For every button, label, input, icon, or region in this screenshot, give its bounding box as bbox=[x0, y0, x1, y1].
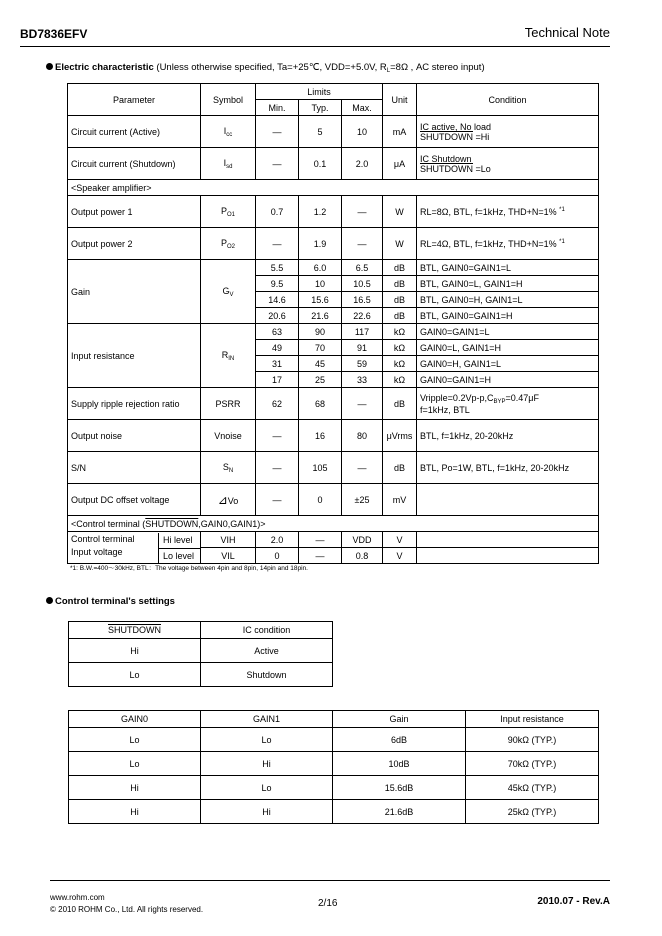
elec-title: Electric characteristic bbox=[55, 62, 154, 73]
table-row: Circuit current (Active) $I_{cc}$ — 5 10 mA IC active, No load SHUTDOWN =Hi bbox=[68, 116, 599, 148]
doc-type: Technical Note bbox=[524, 25, 610, 40]
head-parameter: Parameter bbox=[68, 84, 201, 116]
head-max: Max. bbox=[342, 100, 383, 116]
head-min: Min. bbox=[256, 100, 299, 116]
table-row: Input resistance $R_{IN}$ 63 90 117 kΩ GAIN0=GAIN1=L bbox=[68, 324, 599, 340]
table-row: Output power 2 $P_{O2}$ — 1.9 — W RL=4Ω, BTL, f=1kHz, THD+N=1% $^{*1}$ bbox=[68, 228, 599, 260]
bullet-icon bbox=[46, 63, 53, 70]
head-condition: Condition bbox=[417, 84, 599, 116]
table-row: Lo Shutdown bbox=[69, 663, 333, 687]
head-unit: Unit bbox=[383, 84, 417, 116]
control-title: Control terminal's settings bbox=[55, 596, 175, 607]
table-row: Hi Lo 15.6dB 45kΩ (TYP.) bbox=[69, 776, 599, 800]
table-row: Gain $G_V$ 5.5 6.0 6.5 dB BTL, GAIN0=GAIN1=L bbox=[68, 260, 599, 276]
shutdown-table: SHUTDOWN IC condition Hi Active Lo Shutdown bbox=[68, 621, 333, 687]
speaker-amp-label: <Speaker amplifier> bbox=[68, 180, 599, 196]
model-name: BD7836EFV bbox=[20, 27, 88, 41]
table-row bbox=[68, 516, 599, 532]
table-row: Hi Active bbox=[69, 639, 333, 663]
head-typ: Typ. bbox=[299, 100, 342, 116]
table-row: Control terminal Input voltage Hi level Lo level VIH 2.0 — VDD V bbox=[68, 532, 599, 548]
table-row: 20.6 21.6 22.6 dB BTL, GAIN0=GAIN1=H bbox=[68, 308, 599, 324]
table-row: 9.5 10 10.5 dB BTL, GAIN0=L, GAIN1=H bbox=[68, 276, 599, 292]
table-row: 31 45 59 kΩ GAIN0=H, GAIN1=L bbox=[68, 356, 599, 372]
footnote: *1: B.W.=400～30kHz, BTL：The voltage between 4pin and 8pin, 14pin and 18pin. bbox=[70, 565, 308, 572]
table-row: Output power 1 $P_{O1}$ 0.7 1.2 — W RL=8Ω, BTL, f=1kHz, THD+N=1% $^{*1}$ bbox=[68, 196, 599, 228]
table-row: VIL 0 — 0.8 V bbox=[68, 548, 599, 564]
elec-conditions: (Unless otherwise specified, Ta=+25℃, VDD=+5.0V, $R_L=8\Omega$ , AC stereo input) bbox=[156, 62, 485, 74]
head-symbol: Symbol bbox=[201, 84, 256, 116]
table-row: 49 70 91 kΩ GAIN0=L, GAIN1=H bbox=[68, 340, 599, 356]
table-row: S/N $S_N$ — 105 — dB BTL, Po=1W, BTL, f=1kHz, 20-20kHz bbox=[68, 452, 599, 484]
head-limits: Limits bbox=[256, 84, 383, 100]
page-header bbox=[20, 24, 610, 47]
table-row: Hi Hi 21.6dB 25kΩ (TYP.) bbox=[69, 800, 599, 824]
table-row: Output DC offset voltage ⊿Vo — 0 ±25 mV bbox=[68, 484, 599, 516]
table-row: Lo Lo 6dB 90kΩ (TYP.) bbox=[69, 728, 599, 752]
page-number: 2/16 bbox=[318, 898, 338, 909]
table-row: 17 25 33 kΩ GAIN0=GAIN1=H bbox=[68, 372, 599, 388]
elec-section-title bbox=[46, 62, 485, 74]
revision: 2010.07 - Rev.A bbox=[537, 896, 610, 907]
bullet-icon bbox=[46, 597, 53, 604]
table-row bbox=[68, 180, 599, 196]
electric-characteristic-table bbox=[67, 83, 599, 564]
control-terminal-label: <Control terminal (SHUTDOWN,GAIN0,GAIN1)> bbox=[68, 516, 599, 532]
delta-icon: ⊿ bbox=[217, 492, 228, 507]
footer-url[interactable]: www.rohm.com bbox=[50, 893, 105, 902]
gain-setting-table: GAIN0 GAIN1 Gain Input resistance Lo Lo 6dB 90kΩ (TYP.) Lo Hi 10dB 70kΩ (TYP.) Hi Lo 15.6dB 45kΩ (TYP.) Hi Hi 21.6dB 25kΩ (TYP.) bbox=[68, 710, 599, 824]
table-row: 14.6 15.6 16.5 dB BTL, GAIN0=H, GAIN1=L bbox=[68, 292, 599, 308]
table-row: Supply ripple rejection ratio PSRR 62 68 — dB $Vripple=0.2Vp-p,C_{BYP}=0.47\mu F$ f=1kHz, BTL bbox=[68, 388, 599, 420]
control-section-title bbox=[46, 596, 175, 607]
footer-copyright: © 2010 ROHM Co., Ltd. All rights reserved. bbox=[50, 905, 204, 914]
table-row: Output noise Vnoise — 16 80 μVrms BTL, f=1kHz, 20-20kHz bbox=[68, 420, 599, 452]
table-row: Lo Hi 10dB 70kΩ (TYP.) bbox=[69, 752, 599, 776]
footer-rule bbox=[50, 880, 610, 881]
table-row: Circuit current (Shutdown) $I_{sd}$ — 0.1 2.0 μA IC Shutdown SHUTDOWN =Lo bbox=[68, 148, 599, 180]
